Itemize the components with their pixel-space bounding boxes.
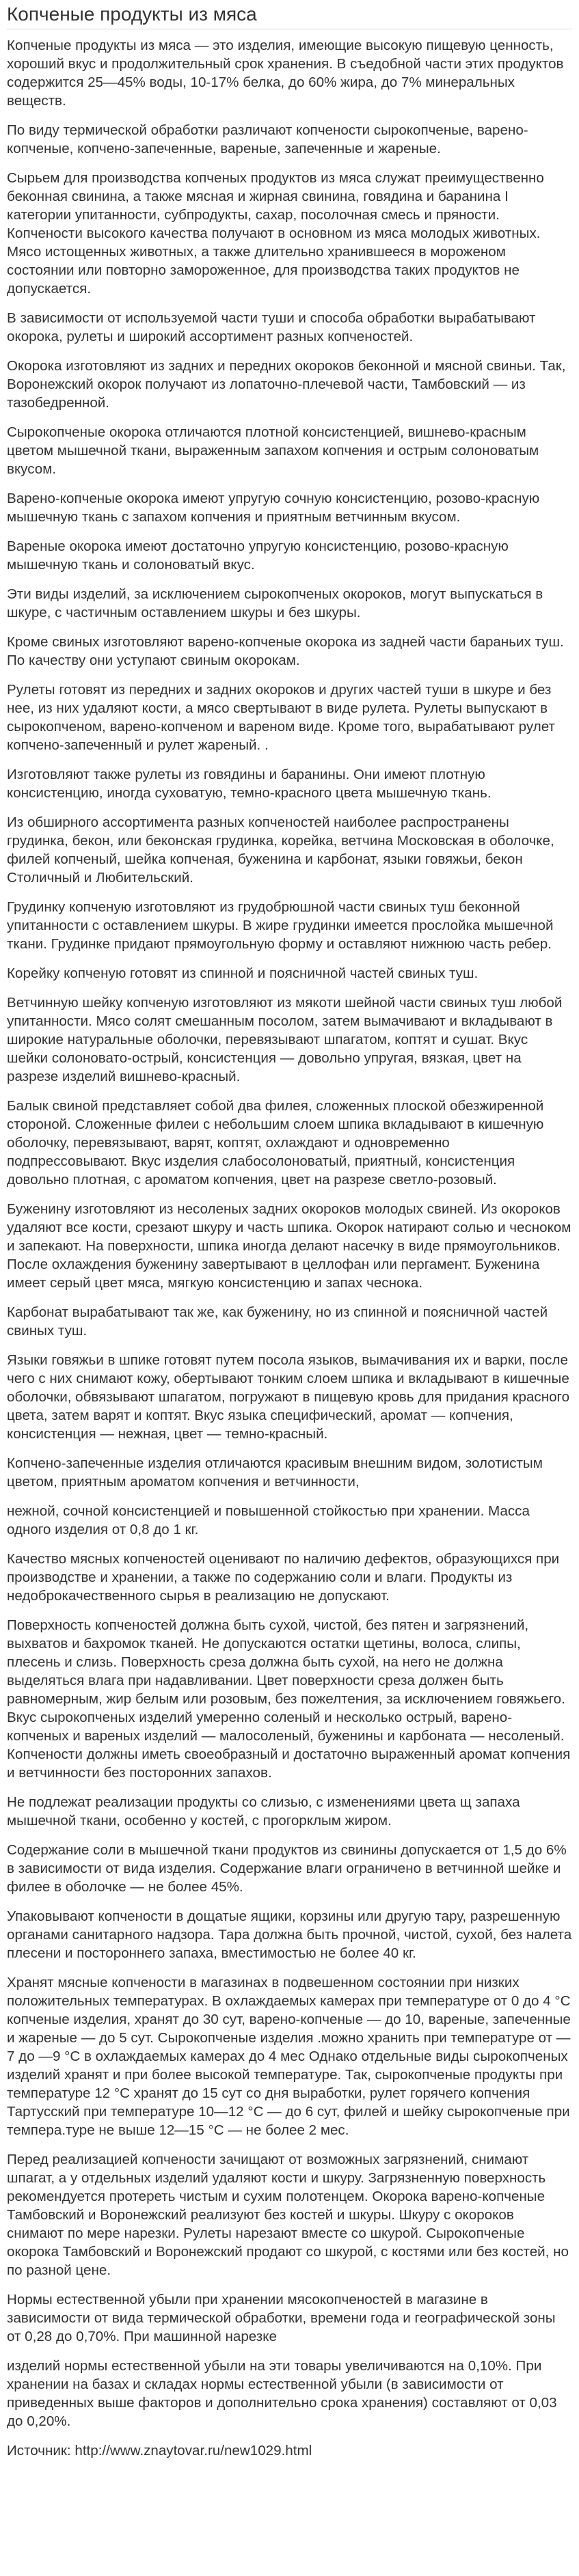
paragraph: Сырокопченые окорока отличаются плотной консистенцией, вишнево-красным цветом мышечной ткани, выраженным запахом копчения и острым солоноватым вкусом. <box>7 424 539 477</box>
page-title: Копченые продукты из мяса <box>7 3 257 25</box>
paragraph: нежной, сочной консистенцией и повышенной стойкостью при хранении. Масса одного изделия от 0,8 до 1 кг. <box>7 1503 530 1537</box>
paragraph: Хранят мясные копчености в магазинах в подвешенном состоянии при низких положительных температурах. В охлаждаемых камерах при температуре от 0 до 4 °С копченые изделия, хранят до 30 сут, варено-копченые — до 10, вареные, запеченные и жареные — до 5 сут. Сырокопченые изделия .можно хранить при температуре от —7 до —9 °С в охлаждаемых камерах до 4 мес Однако отдельные виды сырокопченых изделий хранят и при более высокой температуре. Так, сырокопченые продукты при температуре 12 °С хранят до 15 сут со дня выработки, рулет горячего копчения Тартусский при температуре 10—12 °С — до 6 сут, филей и шейку сырокопченые при темпера.туре не выше 12—15 °С — не более 2 мес. <box>7 1975 571 2138</box>
paragraph: Упаковывают копчености в дощатые ящики, корзины или другую тару, разрешенную органами санитарного надзора. Тара должна быть прочной, чистой, сухой, без налета плесени и постороннего запаха, вместимостью не более 40 кг. <box>7 1908 572 1961</box>
paragraph: Ветчинную шейку копченую изготовляют из мякоти шейной части свиных туш любой упитанности. Мясо солят смешанным посолом, затем вымачивают и вкладывают в широкие натуральные оболочки, перевязывают шпагатом, коптят и сушат. Вкус шейки солоновато-острый, консистенция — довольно упругая, вязкая, цвет на разрезе изделий вишнево-красный. <box>7 995 563 1084</box>
paragraph: Сырьем для производства копченых продуктов из мяса служат преимущественно беконная свинина, а также мясная и жирная свинина, говядина и баранина I категории упитанности, субпродукты, сахар, посолочная смесь и пряности. Копчености высокого качества получают в основном из мяса молодых животных. Мясо истощенных животных, а также длительно хранившееся в мороженом состоянии или повторно замороженное, для производства таких продуктов не допускается. <box>7 170 544 297</box>
source-label: Источник: <box>7 2443 75 2458</box>
source-line <box>7 2441 572 2460</box>
paragraph: Варено-копченые окорока имеют упругую сочную консистенцию, розово-красную мышечную ткань с запахом копчения и приятным ветчинным вкусом. <box>7 491 540 525</box>
source-link[interactable]: http://www.znaytovar.ru/new1029.html <box>75 2443 312 2458</box>
paragraph: Кроме свиных изготовляют варено-копченые окорока из задней части бараньих туш. По качеству они уступают свиным окорокам. <box>7 634 564 668</box>
paragraph: Балык свиной представляет собой два филея, сложенных плоской обезжиренной стороной. Сложенные филеи с небольшим слоем шпика вкладывают в кишечную оболочку, перевязывают, варят, коптят, охлаждают и одновременно подпрессовывают. Вкус изделия слабосолоноватый, приятный, консистенция довольно плотная, с ароматом копчения, цвет на разрезе светло-розовый. <box>7 1098 544 1188</box>
paragraph: изделий нормы естественной убыли на эти товары увеличиваются на 0,10%. При хранении на базах и складах нормы естественной убыли (в зависимости от приведенных выше факторов и дополнительно срока хранения) составляют от 0,03 до 0,20%. <box>7 2358 557 2429</box>
paragraph: Перед реализацией копчености зачищают от возможных загрязнений, снимают шпагат, а у отдельных изделий удаляют кости и шкуру. Загрязненную поверхность рекомендуется протереть чистым и сухим полотенцем. Окорока варено-копченые Тамбовский и Воронежский реализуют без костей и шкуры. Шкуру с окороков снимают по мере нарезки. Рулеты нарезают вместе со шкурой. Сырокопченые окорока Тамбовский и Воронежский продают со шкурой, с костями или без костей, но по разной цене. <box>7 2152 569 2278</box>
paragraph: Вареные окорока имеют достаточно упругую консистенцию, розово-красную мышечную ткань и солоноватый вкус. <box>7 538 509 573</box>
article-body <box>7 36 572 2460</box>
paragraph: Копченые продукты из мяса — это изделия, имеющие высокую пищевую ценность, хороший вкус и продолжительный срок хранения. В съедобной части этих продуктов содержится 25—45% воды, 10-17% белка, до 60% жира, до 7% минеральных веществ. <box>7 38 564 109</box>
paragraph: Нормы естественной убыли при хранении мясокопченостей в магазине в зависимости от вида термической обработки, времени года и географической зоны от 0,28 до 0,70%. При машинной нарезке <box>7 2292 556 2344</box>
article <box>0 4 579 2460</box>
paragraph: Копчено-запеченные изделия отличаются красивым внешним видом, золотистым цветом, приятным ароматом копчения и ветчинности, <box>7 1455 543 1490</box>
paragraph: Изготовляют также рулеты из говядины и баранины. Они имеют плотную консистенцию, иногда суховатую, темно-красного цвета мышечную ткань. <box>7 767 492 801</box>
paragraph: Окорока изготовляют из задних и передних окороков беконной и мясной свиньи. Так, Воронежский окорок получают из лопаточно-плечевой части, Тамбовский — из тазобедренной. <box>7 358 566 411</box>
paragraph: Языки говяжьи в шпике готовят путем посола языков, вымачивания их и варки, после чего с них снимают кожу, обертывают тонким слоем шпика и вкладывают в кишечные оболочки, обвязывают шпагатом, погружают в пищевую кровь для придания красного цвета, затем варят и коптят. Вкус языка специфический, аромат — копчения, консистенция — нежная, цвет — темно-красный. <box>7 1352 570 1442</box>
paragraph: Рулеты готовят из передних и задних окороков и других частей туши в шкуре и без нее, из них удаляют кости, а мясо свертывают в виде рулета. Рулеты выпускают в сырокопченом, варено-копченом и вареном виде. Кроме того, вырабатывают рулет копчено-запеченный и рулет жареный. . <box>7 682 555 753</box>
paragraph: Поверхность копченостей должна быть сухой, чистой, без пятен и загрязнений, выхватов и бахромок тканей. Не допускаются остатки щетины, волоса, слипы, плесень и слизь. Поверхность среза должна быть сухой, на него не должна выделяться влага при надавливании. Цвет поверхности среза должен быть равномерным, жир белым или розовым, без пожелтения, за исключением говяжьего. Вкус сырокопченых изделий умеренно соленый и несколько острый, варено-копченых и вареных изделий — малосоленый, буженины и карбоната — несоленый. Копчености должны иметь своеобразный и достаточно выраженный аромат копчения и ветчинности без посторонних запахов. <box>7 1617 571 1781</box>
paragraph: Карбонат вырабатывают так же, как буженину, но из спинной и поясничной частей свиных туш. <box>7 1304 548 1339</box>
paragraph: Эти виды изделий, за исключением сырокопченых окороков, могут выпускаться в шкуре, с частичным оставлением шкуры и без шкуры. <box>7 586 543 620</box>
paragraph: Из обширного ассортимента разных копченостей наиболее распространены грудинка, бекон, или беконская грудинка, корейка, ветчина Московская в оболочке, филей копченый, шейка копченая, буженина и карбонат, языки говяжьи, бекон Столичный и Любительский. <box>7 814 554 886</box>
paragraph: Грудинку копченую изготовляют из грудобрюшной части свиных туш беконной упитанности с оставлением шкуры. В жире грудинки имеется прослойка мышечной ткани. Грудинке придают прямоугольную форму и оставляют нижнюю часть ребер. <box>7 899 554 952</box>
paragraph: По виду термической обработки различают копчености сырокопченые, варено-копченые, копчено-запеченные, вареные, запеченные и жареные. <box>7 122 528 156</box>
paragraph: Корейку копченую готовят из спинной и поясничной частей свиных туш. <box>7 965 479 981</box>
paragraph: Буженину изготовляют из несоленых задних окороков молодых свиней. Из окороков удаляют все кости, срезают шкуру и часть шпика. Окорок натирают солью и чесноком и запекают. На поверхности, шпика иногда делают насечку в виде прямоугольников. После охлаждения буженину завертывают в целлофан или пергамент. Буженина имеет серый цвет мяса, мягкую консистенцию и запах чеснока. <box>7 1201 571 1291</box>
paragraph: Не подлежат реализации продукты со слизью, с изменениями цвета щ запаха мышечной ткани, особенно у костей, с прогорклым жиром. <box>7 1794 520 1828</box>
paragraph: Содержание соли в мышечной ткани продуктов из свинины допускается от 1,5 до 6% в зависимости от вида изделия. Содержание влаги ограничено в ветчинной шейке и филее в оболочке — не более 45%. <box>7 1842 567 1895</box>
paragraph: В зависимости от используемой части туши и способа обработки вырабатывают окорока, рулеты и широкий ассортимент разных копченостей. <box>7 310 536 344</box>
paragraph: Качество мясных копченостей оценивают по наличию дефектов, образующихся при производстве и хранении, а также по содержанию соли и влаги. Продукты из недоброкачественного сырья в реализацию не допускают. <box>7 1551 560 1604</box>
